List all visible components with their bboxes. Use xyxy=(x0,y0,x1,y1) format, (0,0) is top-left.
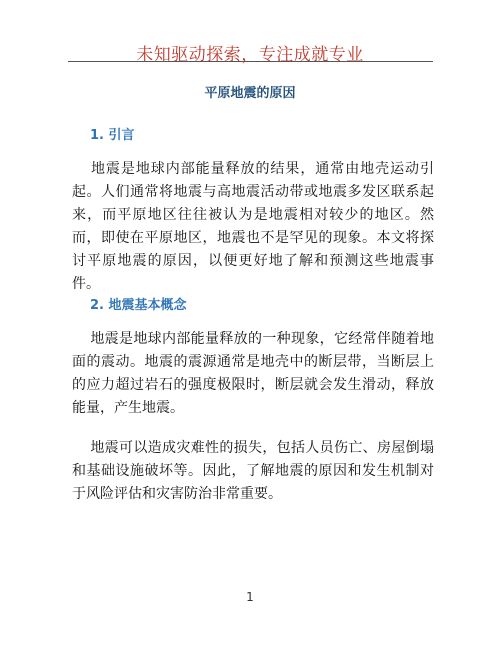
paragraph-text: 地震是地球内部能量释放的一种现象，它经常伴随着地面的震动。地震的震源通常是地壳中的断层带，当断层上的应力超过岩石的强度极限时，断层就会发生滑动，释放能量，产生地震。 xyxy=(72,331,434,416)
header-slogan: 未知驱动探索，专注成就专业 xyxy=(136,45,364,65)
paragraph-introduction xyxy=(72,158,434,296)
paragraph-basic-concepts-1 xyxy=(72,328,434,420)
page-header xyxy=(0,0,500,65)
paragraph-text: 地震是地球内部能量释放的结果，通常由地壳运动引起。人们通常将地震与高地震活动带或地震多发区联系起来，而平原地区往往被认为是地震相对较少的地区。然而，即使在平原地区，地震也不是罕见的现象。本文将探讨平原地震的原因，以便更好地了解和预测这些地震事件。 xyxy=(72,161,434,292)
paragraph-text: 地震可以造成灾难性的损失，包括人员伤亡、房屋倒塌和基础设施破坏等。因此，了解地震的原因和发生机制对于风险评估和灾害防治非常重要。 xyxy=(72,440,434,502)
section-heading-basic-concepts: 2. 地震基本概念 xyxy=(90,298,187,313)
paragraph-basic-concepts-2 xyxy=(72,437,434,506)
document-title: 平原地震的原因 xyxy=(204,86,296,101)
page-number: 1 xyxy=(246,590,254,604)
header-divider xyxy=(68,61,433,62)
section-heading-introduction: 1. 引言 xyxy=(90,128,135,143)
